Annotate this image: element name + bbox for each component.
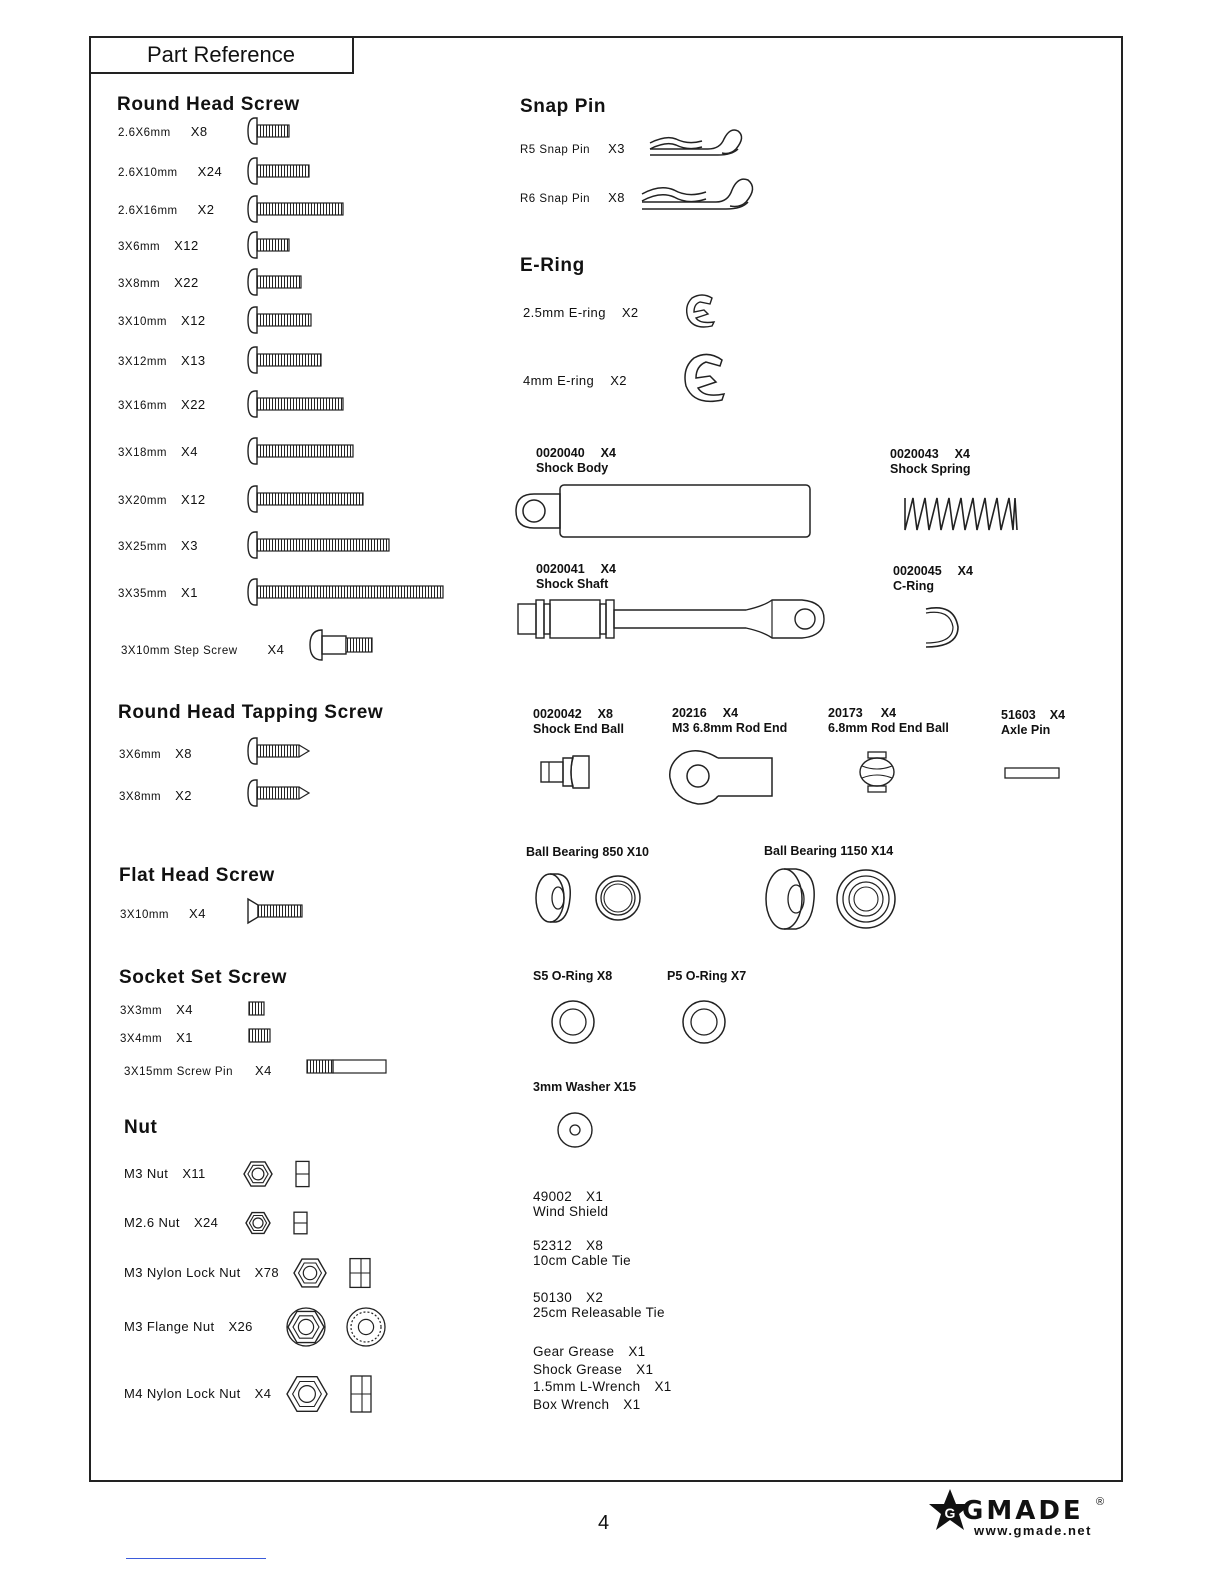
set-screw-3x4-icon bbox=[248, 1028, 272, 1044]
shock-spring-label: 0020043 X4 Shock Spring bbox=[890, 447, 971, 476]
step-screw-label: 3X10mm Step Screw X4 bbox=[121, 642, 285, 657]
round-head-screw-icon bbox=[247, 390, 349, 420]
part-row: 3X8mm X2 bbox=[119, 788, 193, 803]
r5-snap-pin-row: R5 Snap Pin X3 bbox=[520, 141, 625, 156]
part-row: 2.6X6mm X8 bbox=[118, 124, 208, 139]
round-head-screw-icon bbox=[247, 531, 395, 561]
nut-row: M4 Nylon Lock Nut X4 bbox=[124, 1386, 272, 1401]
nut-row: M3 Nut X11 bbox=[124, 1166, 206, 1181]
round-head-screw-title: Round Head Screw bbox=[117, 94, 300, 115]
screw-pin-row: 3X15mm Screw Pin X4 bbox=[124, 1063, 272, 1078]
s5-oring-label: S5 O-Ring X8 bbox=[533, 969, 613, 983]
brand-url: www.gmade.net bbox=[974, 1523, 1092, 1538]
flat-head-screw-title: Flat Head Screw bbox=[119, 865, 275, 886]
tools-list bbox=[533, 1343, 672, 1413]
part-row: 3X6mm X8 bbox=[119, 746, 193, 761]
part-row: 3X18mm X4 bbox=[118, 444, 198, 459]
tool-item: Box Wrench X1 bbox=[533, 1396, 641, 1412]
brand-name: GMADE bbox=[962, 1496, 1084, 1526]
e-ring-4-icon bbox=[682, 350, 730, 408]
r6-snap-pin-icon bbox=[640, 172, 760, 214]
c-ring-label: 0020045 X4 C-Ring bbox=[893, 564, 973, 593]
screw-pin-icon bbox=[306, 1059, 390, 1075]
socket-set-screw-title: Socket Set Screw bbox=[119, 967, 288, 988]
rod-end-ball-icon bbox=[858, 750, 898, 794]
shock-end-ball-label: 0020042 X8 Shock End Ball bbox=[533, 707, 624, 736]
round-head-screw-icon bbox=[247, 306, 317, 336]
rod-end-label: 20216 X4 M3 6.8mm Rod End bbox=[672, 706, 788, 735]
rod-end-ball-label: 20173 X4 6.8mm Rod End Ball bbox=[828, 706, 949, 735]
e-ring-25-icon bbox=[684, 292, 718, 332]
misc-item-1: 49002 X1 Wind Shield bbox=[533, 1189, 609, 1219]
shock-body-icon bbox=[512, 482, 816, 540]
tapping-screw-icon bbox=[247, 779, 305, 809]
bearing-1150-icon bbox=[758, 866, 900, 932]
part-row: 2.6X10mm X24 bbox=[118, 164, 223, 179]
hex-nut-icon bbox=[286, 1307, 412, 1347]
s5-oring-icon bbox=[550, 999, 596, 1045]
hex-nut-icon bbox=[244, 1209, 358, 1237]
round-head-screw-icon bbox=[247, 485, 369, 515]
tapping-screw-icon bbox=[247, 737, 305, 767]
part-row: 3X6mm X12 bbox=[118, 238, 199, 253]
footer-link-underline bbox=[126, 1558, 266, 1559]
round-head-screw-icon bbox=[247, 578, 449, 608]
round-head-screw-icon bbox=[247, 195, 349, 225]
part-row: 3X16mm X22 bbox=[118, 397, 206, 412]
snap-pin-title: Snap Pin bbox=[520, 96, 607, 117]
nut-row: M2.6 Nut X24 bbox=[124, 1215, 219, 1230]
bearing-850-icon bbox=[528, 872, 648, 924]
nut-title: Nut bbox=[124, 1117, 158, 1138]
r5-snap-pin-icon bbox=[648, 125, 748, 159]
shock-body-label: 0020040 X4 Shock Body bbox=[536, 446, 616, 475]
set-screw-3x3-icon bbox=[248, 1001, 266, 1017]
page-title: Part Reference bbox=[89, 36, 354, 74]
p5-oring-icon bbox=[681, 999, 727, 1045]
shock-shaft-icon bbox=[516, 596, 830, 642]
part-row: 3X35mm X1 bbox=[118, 585, 198, 600]
flat-head-screw-row: 3X10mm X4 bbox=[120, 906, 206, 921]
nut-row: M3 Nylon Lock Nut X78 bbox=[124, 1265, 279, 1280]
part-row: 3X10mm X12 bbox=[118, 313, 206, 328]
shock-spring-icon bbox=[903, 494, 1021, 534]
set-screw-row-2: 3X4mm X1 bbox=[120, 1030, 194, 1045]
round-head-screw-icon bbox=[247, 117, 295, 147]
e-ring-25-row: 2.5mm E-ring X2 bbox=[523, 305, 639, 320]
tapping-screw-title: Round Head Tapping Screw bbox=[118, 702, 384, 723]
tool-item: Gear Grease X1 bbox=[533, 1344, 646, 1359]
set-screw-row-1: 3X3mm X4 bbox=[120, 1002, 194, 1017]
tool-item: Shock Grease X1 bbox=[533, 1361, 654, 1377]
shock-shaft-label: 0020041 X4 Shock Shaft bbox=[536, 562, 616, 591]
flat-head-screw-icon bbox=[248, 897, 304, 925]
bearing-850-label: Ball Bearing 850 X10 bbox=[526, 845, 649, 859]
part-row: 3X8mm X22 bbox=[118, 275, 199, 290]
misc-item-2: 52312 X8 10cm Cable Tie bbox=[533, 1238, 631, 1268]
washer-icon bbox=[556, 1111, 594, 1149]
nut-row: M3 Flange Nut X26 bbox=[124, 1319, 253, 1334]
washer-label: 3mm Washer X15 bbox=[533, 1080, 637, 1094]
round-head-screw-icon bbox=[247, 346, 327, 376]
e-ring-4-row: 4mm E-ring X2 bbox=[523, 373, 627, 388]
tool-item: 1.5mm L-Wrench X1 bbox=[533, 1379, 672, 1394]
svg-text:G: G bbox=[944, 1505, 956, 1521]
round-head-screw-icon bbox=[247, 437, 359, 467]
round-head-screw-icon bbox=[247, 268, 307, 298]
hex-nut-icon bbox=[292, 1255, 414, 1291]
step-screw-icon bbox=[310, 628, 380, 662]
c-ring-icon bbox=[920, 605, 964, 651]
e-ring-title: E-Ring bbox=[520, 255, 585, 276]
shock-end-ball-icon bbox=[539, 754, 595, 792]
registered-mark: ® bbox=[1096, 1496, 1105, 1508]
rod-end-icon bbox=[668, 746, 778, 808]
part-row: 2.6X16mm X2 bbox=[118, 202, 215, 217]
part-row: 3X12mm X13 bbox=[118, 353, 206, 368]
axle-pin-label: 51603 X4 Axle Pin bbox=[1001, 708, 1066, 737]
round-head-screw-icon bbox=[247, 231, 295, 261]
part-row: 3X25mm X3 bbox=[118, 538, 198, 553]
bearing-1150-label: Ball Bearing 1150 X14 bbox=[764, 844, 894, 858]
hex-nut-icon bbox=[242, 1158, 360, 1190]
misc-item-3: 50130 X2 25cm Releasable Tie bbox=[533, 1290, 665, 1320]
axle-pin-icon bbox=[1004, 767, 1062, 781]
r6-snap-pin-row: R6 Snap Pin X8 bbox=[520, 190, 625, 205]
part-row: 3X20mm X12 bbox=[118, 492, 206, 507]
round-head-screw-icon bbox=[247, 157, 315, 187]
p5-oring-label: P5 O-Ring X7 bbox=[667, 969, 747, 983]
hex-nut-icon bbox=[285, 1372, 415, 1416]
page-number: 4 bbox=[598, 1512, 610, 1534]
